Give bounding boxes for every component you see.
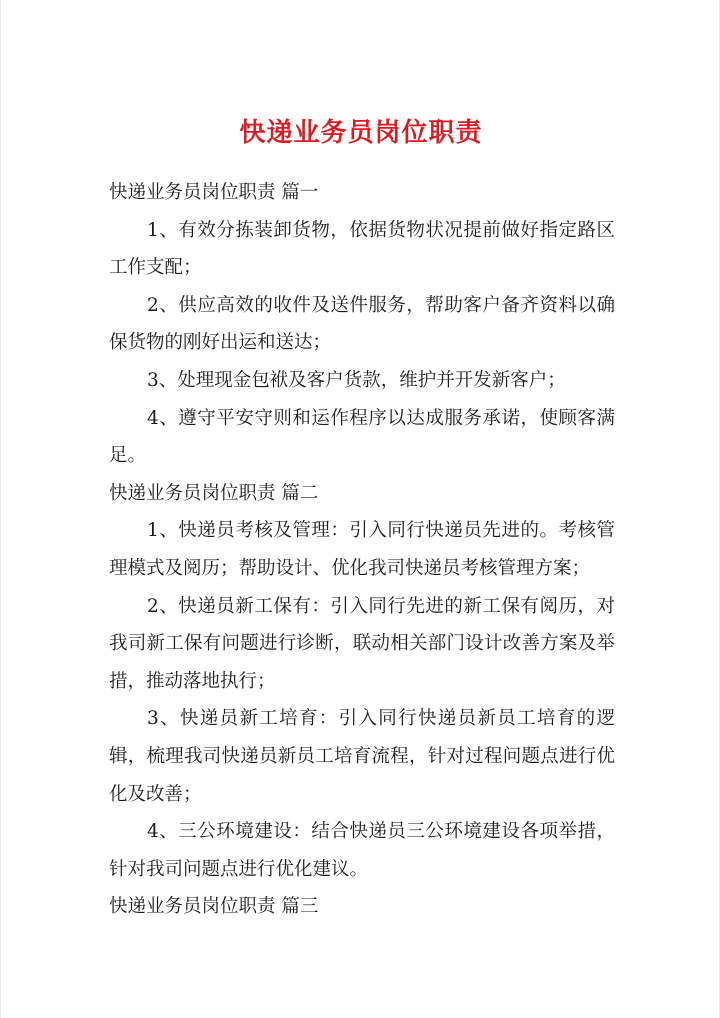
duty-item: 3、处理现金包袱及客户货款，维护并开发新客户；: [147, 369, 566, 391]
duty-item: 2、供应高效的收件及送件服务，帮助客户备齐资料以确保货物的刚好出运和送达；: [109, 294, 615, 354]
section-heading-3: 快递业务员岗位职责 篇三: [109, 896, 319, 918]
duty-item: 4、三公环境建设：结合快递员三公环境建设各项举措，针对我司问题点进行优化建议。: [109, 821, 615, 880]
duty-item: 1、有效分拣装卸货物，依据货物状况提前做好指定路区工作支配；: [109, 219, 615, 279]
section-heading-2: 快递业务员岗位职责 篇二: [109, 482, 319, 504]
document-body: [109, 174, 615, 926]
document-title: 快递业务员岗位职责: [239, 118, 483, 148]
duty-item: 3、快递员新工培育：引入同行快递员新员工培育的逻辑，梳理我司快递员新员工培育流程，针对过程问题点进行优化及改善；: [109, 708, 615, 805]
duty-item: 1、快递员考核及管理：引入同行快递员先进的。考核管理模式及阅历；帮助设计、优化我司快递员考核管理方案；: [109, 520, 615, 579]
section-heading-1: 快递业务员岗位职责 篇一: [109, 182, 319, 203]
duty-item: 2、快递员新工保有：引入同行先进的新工保有阅历，对我司新工保有问题进行诊断，联动相关部门设计改善方案及举措，推动落地执行；: [109, 595, 615, 692]
duty-item: 4、遵守平安守则和运作程序以达成服务承诺，使顾客满足。: [109, 407, 615, 467]
